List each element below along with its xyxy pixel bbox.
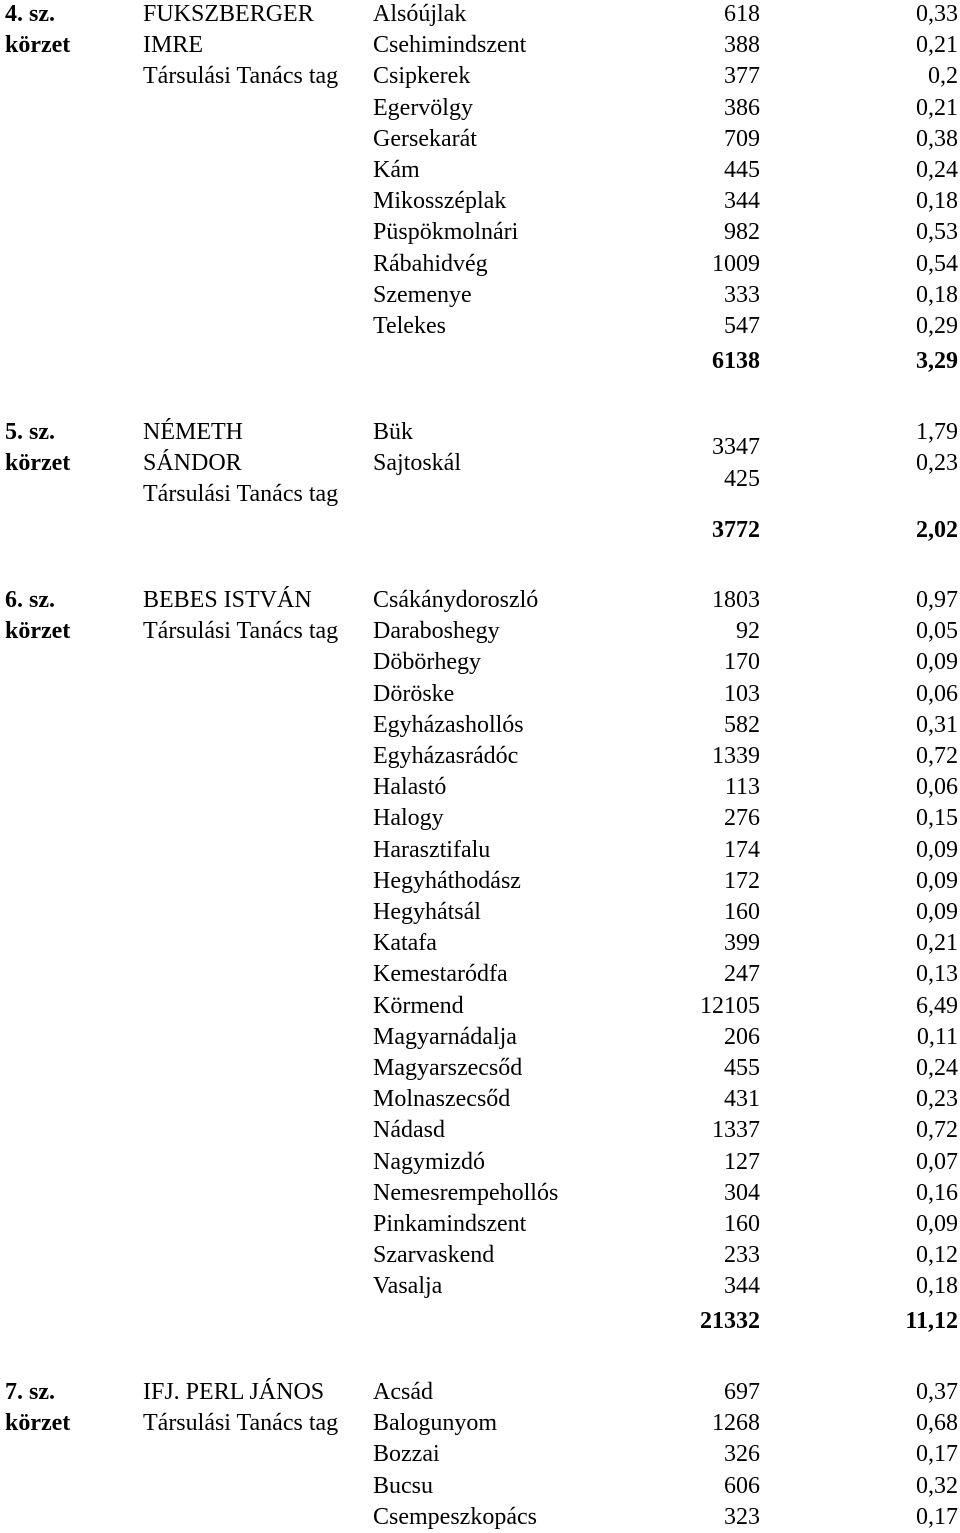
settlement-name: Egyházashollós: [373, 711, 524, 738]
settlement-name: Egyházasrádóc: [373, 743, 519, 769]
percent-value: 0,21: [916, 94, 958, 121]
settlement-name: Vasalja: [373, 1273, 443, 1300]
settlement-name: Bucsu: [373, 1472, 433, 1499]
settlement-name: Körmend: [373, 992, 464, 1019]
settlement-name: Molnaszecsőd: [373, 1086, 511, 1113]
settlement-name: Döbörhegy: [373, 649, 481, 676]
population-value: 606: [724, 1472, 760, 1499]
settlement-name: Halogy: [373, 805, 444, 832]
district-label: körzet: [5, 618, 71, 645]
settlement-name: Rábahidvég: [373, 250, 488, 277]
population-value: 233: [724, 1242, 760, 1269]
population-value: 333: [724, 281, 760, 308]
percent-value: 0,24: [916, 157, 958, 183]
district-number: 7. sz.: [5, 1379, 55, 1405]
percent-value: 0,29: [916, 313, 958, 339]
population-value: 160: [724, 1211, 760, 1237]
district-number: 6. sz.: [5, 587, 55, 613]
population-value: 618: [724, 1, 760, 27]
district-number: 5. sz.: [5, 419, 55, 445]
percent-value: 0,23: [916, 1086, 958, 1113]
settlement-name: Nagymizdó: [373, 1148, 485, 1175]
population-value: 344: [724, 188, 760, 215]
representative-name-line: SÁNDOR: [143, 450, 242, 477]
settlement-name: Püspökmolnári: [373, 219, 519, 246]
settlement-name: Harasztifalu: [373, 836, 491, 863]
population-value: 326: [724, 1441, 760, 1468]
percent-value: 1,79: [916, 419, 958, 445]
percent-value: 0,15: [916, 805, 958, 832]
percent-value: 0,17: [916, 1441, 958, 1468]
population-value: 582: [724, 711, 760, 738]
settlement-name: Szarvaskend: [373, 1242, 495, 1269]
percent-value: 0,18: [916, 188, 958, 215]
percent-value: 0,21: [916, 32, 958, 59]
population-value: 1268: [712, 1410, 760, 1437]
population-total: 21332: [700, 1308, 760, 1334]
population-value: 1009: [712, 250, 760, 277]
population-value: 1337: [712, 1117, 760, 1144]
population-value: 170: [724, 649, 760, 676]
population-value: 445: [724, 157, 760, 183]
settlement-name: Sajtoskál: [373, 450, 461, 477]
percent-value: 0,32: [916, 1472, 958, 1499]
population-value: 160: [724, 899, 760, 925]
representative-name-line: IMRE: [143, 32, 203, 59]
population-value: 547: [724, 313, 760, 339]
settlement-name: Katafa: [373, 930, 437, 957]
district-label: körzet: [5, 450, 71, 477]
percent-value: 0,97: [916, 587, 958, 613]
percent-total: 2,02: [916, 517, 958, 543]
representative-name-line: BEBES ISTVÁN: [143, 587, 312, 613]
percent-value: 0,68: [916, 1410, 958, 1437]
percent-value: 0,72: [916, 743, 958, 769]
representative-name-line: IFJ. PERL JÁNOS: [143, 1379, 325, 1405]
percent-value: 0,38: [916, 125, 958, 152]
percent-value: 0,11: [916, 1023, 958, 1050]
representative-name-line: FUKSZBERGER: [143, 1, 314, 27]
population-value: 323: [724, 1503, 760, 1530]
percent-value: 0,06: [916, 680, 958, 707]
settlement-name: Alsóújlak: [373, 1, 467, 27]
percent-value: 0,09: [916, 1211, 958, 1237]
percent-value: 0,72: [916, 1117, 958, 1144]
population-value: 344: [724, 1273, 760, 1300]
representative-name-line: Társulási Tanács tag: [143, 63, 339, 90]
population-value: 1339: [712, 743, 760, 769]
settlement-name: Magyarszecsőd: [373, 1055, 523, 1081]
population-value: 113: [724, 774, 760, 801]
percent-value: 0,06: [916, 774, 958, 801]
representative-name-line: Társulási Tanács tag: [143, 481, 339, 508]
settlement-name: Hegyháthodász: [373, 867, 521, 894]
settlement-name: Nemesrempehollós: [373, 1179, 559, 1206]
percent-total: 11,12: [905, 1308, 958, 1334]
population-value: 709: [724, 125, 760, 152]
percent-value: 0,23: [916, 450, 958, 477]
population-value: 127: [724, 1148, 760, 1175]
settlement-name: Bük: [373, 419, 414, 445]
population-value: 425: [724, 466, 760, 492]
population-value: 276: [724, 805, 760, 832]
settlement-name: Telekes: [373, 313, 446, 339]
district-label: körzet: [5, 1410, 71, 1437]
population-value: 1803: [712, 587, 760, 613]
percent-value: 0,18: [916, 1273, 958, 1300]
population-value: 92: [736, 618, 760, 645]
percent-value: 0,05: [916, 618, 958, 645]
settlement-name: Magyarnádalja: [373, 1023, 517, 1050]
percent-value: 0,09: [916, 899, 958, 925]
population-value: 455: [724, 1055, 760, 1081]
settlement-name: Bozzai: [373, 1441, 440, 1468]
settlement-name: Balogunyom: [373, 1410, 497, 1437]
percent-value: 0,12: [916, 1242, 958, 1269]
settlement-name: Nádasd: [373, 1117, 445, 1144]
population-value: 247: [724, 961, 760, 988]
percent-value: 0,21: [916, 930, 958, 957]
settlement-name: Gersekarát: [373, 125, 477, 152]
representative-name-line: Társulási Tanács tag: [143, 618, 339, 645]
percent-value: 0,2: [928, 63, 958, 90]
settlement-name: Acsád: [373, 1379, 433, 1405]
settlement-name: Egervölgy: [373, 94, 473, 121]
population-value: 377: [724, 63, 760, 90]
percent-value: 0,33: [916, 1, 958, 27]
representative-name-line: NÉMETH: [143, 419, 243, 445]
representative-name-line: Társulási Tanács tag: [143, 1410, 339, 1437]
percent-value: 0,24: [916, 1055, 958, 1081]
population-value: 982: [724, 219, 760, 246]
population-value: 12105: [700, 992, 760, 1019]
settlement-name: Csehimindszent: [373, 32, 527, 59]
population-value: 388: [724, 32, 760, 59]
percent-value: 0,07: [916, 1148, 958, 1175]
settlement-name: Kemestaródfa: [373, 961, 508, 988]
population-value: 399: [724, 930, 760, 957]
settlement-name: Csempeszkopács: [373, 1503, 537, 1530]
population-total: 6138: [712, 348, 760, 374]
percent-value: 0,16: [916, 1179, 958, 1206]
percent-value: 0,17: [916, 1503, 958, 1530]
population-value: 697: [724, 1379, 760, 1405]
settlement-name: Csipkerek: [373, 63, 471, 90]
percent-value: 0,13: [916, 961, 958, 988]
percent-value: 0,18: [916, 281, 958, 308]
population-value: 431: [724, 1086, 760, 1113]
percent-value: 0,54: [916, 250, 958, 277]
population-value: 304: [724, 1179, 760, 1206]
percent-value: 0,09: [916, 649, 958, 676]
percent-value: 0,53: [916, 219, 958, 246]
settlement-name: Daraboshegy: [373, 618, 500, 645]
settlement-name: Döröske: [373, 680, 455, 707]
population-total: 3772: [712, 517, 760, 543]
settlement-name: Halastó: [373, 774, 447, 801]
settlement-name: Szemenye: [373, 281, 472, 308]
percent-value: 6,49: [916, 992, 958, 1019]
district-label: körzet: [5, 32, 71, 59]
settlement-name: Mikosszéplak: [373, 188, 507, 215]
population-value: 206: [724, 1023, 760, 1050]
percent-value: 0,31: [916, 711, 958, 738]
population-value: 103: [724, 680, 760, 707]
population-value: 386: [724, 94, 760, 121]
district-number: 4. sz.: [5, 1, 55, 27]
population-value: 174: [724, 836, 760, 863]
percent-value: 0,09: [916, 836, 958, 863]
percent-value: 0,37: [916, 1379, 958, 1405]
percent-value: 0,09: [916, 867, 958, 894]
settlement-name: Pinkamindszent: [373, 1211, 527, 1237]
settlement-name: Csákánydoroszló: [373, 587, 539, 613]
population-value: 3347: [712, 434, 760, 460]
percent-total: 3,29: [916, 348, 958, 374]
settlement-name: Hegyhátsál: [373, 899, 481, 925]
population-value: 172: [724, 867, 760, 894]
settlement-name: Kám: [373, 157, 420, 183]
